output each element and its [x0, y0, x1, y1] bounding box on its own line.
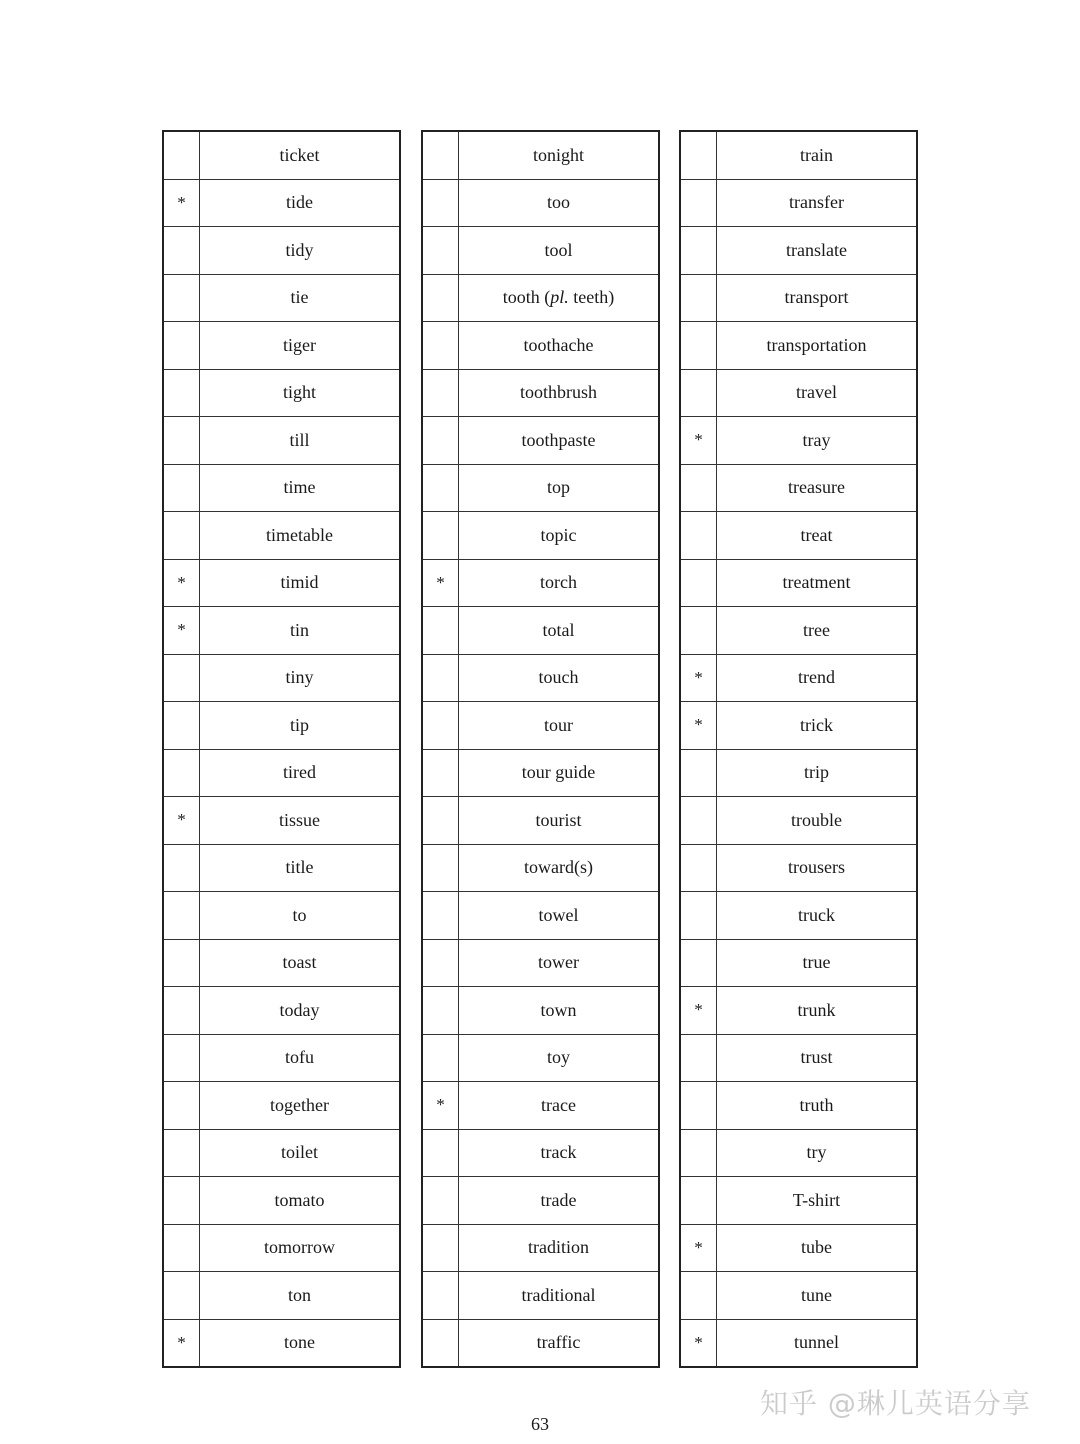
asterisk-marker [680, 464, 717, 512]
asterisk-marker: * [680, 1319, 717, 1367]
vocabulary-word: time [200, 464, 401, 512]
asterisk-marker [422, 464, 459, 512]
table-row [422, 607, 659, 655]
table-row [163, 179, 400, 227]
asterisk-marker [422, 369, 459, 417]
asterisk-marker [680, 607, 717, 655]
table-row [422, 1177, 659, 1225]
asterisk-marker: * [680, 654, 717, 702]
asterisk-marker [163, 749, 200, 797]
vocabulary-word: together [200, 1082, 401, 1130]
table-row [680, 1319, 917, 1367]
table-row [680, 1224, 917, 1272]
asterisk-marker [422, 607, 459, 655]
asterisk-marker [163, 512, 200, 560]
table-row [422, 1224, 659, 1272]
asterisk-marker: * [680, 417, 717, 465]
asterisk-marker [680, 559, 717, 607]
table-row [680, 1129, 917, 1177]
vocabulary-word: top [459, 464, 660, 512]
table-row [163, 939, 400, 987]
vocabulary-word: title [200, 844, 401, 892]
asterisk-marker: * [680, 1224, 717, 1272]
asterisk-marker [422, 512, 459, 560]
table-row [422, 1129, 659, 1177]
table-row [422, 179, 659, 227]
table-row [680, 417, 917, 465]
vocabulary-word: tower [459, 939, 660, 987]
asterisk-marker: * [163, 179, 200, 227]
table-row [680, 749, 917, 797]
vocabulary-word: trust [717, 1034, 918, 1082]
asterisk-marker: * [422, 1082, 459, 1130]
table-row [680, 939, 917, 987]
asterisk-marker [422, 1319, 459, 1367]
table-row [163, 1319, 400, 1367]
table-row [163, 512, 400, 560]
asterisk-marker [680, 227, 717, 275]
table-row [163, 654, 400, 702]
vocabulary-word: toothpaste [459, 417, 660, 465]
table-row [163, 1129, 400, 1177]
vocabulary-word: trade [459, 1177, 660, 1225]
vocabulary-word: truth [717, 1082, 918, 1130]
table-row [680, 844, 917, 892]
table-row [422, 559, 659, 607]
vocabulary-word: tight [200, 369, 401, 417]
vocabulary-word: touch [459, 654, 660, 702]
asterisk-marker [422, 417, 459, 465]
table-row [680, 1177, 917, 1225]
asterisk-marker: * [680, 987, 717, 1035]
table-row [163, 227, 400, 275]
vocabulary-word: tidy [200, 227, 401, 275]
table-row [163, 607, 400, 655]
vocabulary-word: transportation [717, 322, 918, 370]
table-row [680, 464, 917, 512]
vocabulary-word: treasure [717, 464, 918, 512]
table-row [422, 1034, 659, 1082]
asterisk-marker [680, 1034, 717, 1082]
vocabulary-word: train [717, 131, 918, 179]
asterisk-marker [422, 1129, 459, 1177]
table-row [422, 1272, 659, 1320]
vocabulary-word: tide [200, 179, 401, 227]
asterisk-marker [422, 1034, 459, 1082]
asterisk-marker [680, 1272, 717, 1320]
vocabulary-word: tooth [502, 287, 540, 308]
table-row [680, 227, 917, 275]
word-table-column-2 [421, 130, 660, 1368]
asterisk-marker [680, 1082, 717, 1130]
vocabulary-word: tissue [200, 797, 401, 845]
table-row [680, 607, 917, 655]
vocabulary-word: too [459, 179, 660, 227]
table-row [163, 797, 400, 845]
asterisk-marker: * [163, 607, 200, 655]
vocabulary-word: toothbrush [459, 369, 660, 417]
vocabulary-word: translate [717, 227, 918, 275]
vocabulary-word: toothache [459, 322, 660, 370]
table-row [680, 131, 917, 179]
table-row [680, 559, 917, 607]
table-row [163, 844, 400, 892]
vocabulary-word: tool [459, 227, 660, 275]
vocabulary-word: toy [459, 1034, 660, 1082]
asterisk-marker [163, 702, 200, 750]
table-row [422, 892, 659, 940]
table-row [680, 654, 917, 702]
vocabulary-word: traffic [459, 1319, 660, 1367]
asterisk-marker [163, 1177, 200, 1225]
asterisk-marker [422, 749, 459, 797]
table-row [422, 749, 659, 797]
asterisk-marker [422, 1272, 459, 1320]
table-row [680, 274, 917, 322]
table-row [163, 702, 400, 750]
asterisk-marker [163, 369, 200, 417]
table-row [680, 512, 917, 560]
vocabulary-word: tin [200, 607, 401, 655]
table-row [422, 417, 659, 465]
asterisk-marker [680, 1129, 717, 1177]
asterisk-marker [680, 797, 717, 845]
vocabulary-word: trousers [717, 844, 918, 892]
asterisk-marker [163, 987, 200, 1035]
table-row [163, 987, 400, 1035]
table-row [422, 654, 659, 702]
asterisk-marker [422, 939, 459, 987]
asterisk-marker: * [163, 797, 200, 845]
vocabulary-word: till [200, 417, 401, 465]
asterisk-marker [680, 939, 717, 987]
asterisk-marker [680, 512, 717, 560]
asterisk-marker [680, 322, 717, 370]
asterisk-marker [163, 939, 200, 987]
table-row [422, 702, 659, 750]
table-row [163, 274, 400, 322]
table-row [163, 369, 400, 417]
vocabulary-word: tradition [459, 1224, 660, 1272]
vocabulary-word: travel [717, 369, 918, 417]
vocabulary-word: tiger [200, 322, 401, 370]
table-row [422, 1082, 659, 1130]
table-row [422, 322, 659, 370]
asterisk-marker [422, 322, 459, 370]
asterisk-marker [163, 131, 200, 179]
asterisk-marker [680, 749, 717, 797]
vocabulary-word: tip [200, 702, 401, 750]
table-row [163, 131, 400, 179]
vocabulary-word: total [459, 607, 660, 655]
asterisk-marker [163, 844, 200, 892]
asterisk-marker [680, 844, 717, 892]
asterisk-marker [163, 1034, 200, 1082]
asterisk-marker: * [163, 559, 200, 607]
table-row [422, 369, 659, 417]
vocabulary-word: T-shirt [717, 1177, 918, 1225]
vocabulary-word: track [459, 1129, 660, 1177]
plural-form: teeth [568, 287, 609, 308]
vocabulary-word: trunk [717, 987, 918, 1035]
table-row [422, 1319, 659, 1367]
asterisk-marker [163, 274, 200, 322]
asterisk-marker [680, 892, 717, 940]
vocabulary-word: to [200, 892, 401, 940]
table-row [680, 1034, 917, 1082]
vocabulary-word: topic [459, 512, 660, 560]
table-row [680, 702, 917, 750]
table-row [422, 274, 659, 322]
table-row [163, 559, 400, 607]
vocabulary-word: truck [717, 892, 918, 940]
asterisk-marker [680, 369, 717, 417]
asterisk-marker [163, 1272, 200, 1320]
table-row [680, 369, 917, 417]
table-row [163, 1082, 400, 1130]
vocabulary-word: tunnel [717, 1319, 918, 1367]
table-row [680, 1272, 917, 1320]
vocabulary-word: tonight [459, 131, 660, 179]
vocabulary-word: tour [459, 702, 660, 750]
asterisk-marker [163, 1082, 200, 1130]
asterisk-marker: * [163, 1319, 200, 1367]
table-row [680, 179, 917, 227]
vocabulary-word: tube [717, 1224, 918, 1272]
asterisk-marker [163, 464, 200, 512]
vocabulary-word: torch [459, 559, 660, 607]
vocabulary-word: towel [459, 892, 660, 940]
asterisk-marker [680, 179, 717, 227]
vocabulary-word: tune [717, 1272, 918, 1320]
asterisk-marker [422, 179, 459, 227]
asterisk-marker [163, 1224, 200, 1272]
vocabulary-word: transfer [717, 179, 918, 227]
vocabulary-word: today [200, 987, 401, 1035]
asterisk-marker [422, 274, 459, 322]
table-row [163, 464, 400, 512]
table-row [163, 417, 400, 465]
asterisk-marker [163, 1129, 200, 1177]
vocabulary-word-with-note: tooth (pl. teeth) [459, 274, 660, 322]
table-row [680, 987, 917, 1035]
asterisk-marker [163, 322, 200, 370]
table-row [163, 1224, 400, 1272]
vocabulary-word: toast [200, 939, 401, 987]
asterisk-marker [680, 274, 717, 322]
table-row [422, 987, 659, 1035]
asterisk-marker [422, 654, 459, 702]
vocabulary-word: trace [459, 1082, 660, 1130]
asterisk-marker [163, 654, 200, 702]
table-row [163, 749, 400, 797]
vocabulary-word: transport [717, 274, 918, 322]
table-row [163, 1177, 400, 1225]
vocabulary-word: treatment [717, 559, 918, 607]
table-row [680, 892, 917, 940]
vocabulary-word: trip [717, 749, 918, 797]
asterisk-marker: * [422, 559, 459, 607]
table-row [680, 1082, 917, 1130]
vocabulary-word: trick [717, 702, 918, 750]
table-row [422, 464, 659, 512]
word-table-column-1 [162, 130, 401, 1368]
asterisk-marker [422, 987, 459, 1035]
table-row [422, 227, 659, 275]
asterisk-marker [680, 131, 717, 179]
asterisk-marker [422, 131, 459, 179]
table-row [422, 512, 659, 560]
vocabulary-word: trouble [717, 797, 918, 845]
vocabulary-word: ton [200, 1272, 401, 1320]
table-row [680, 797, 917, 845]
asterisk-marker [422, 1177, 459, 1225]
vocabulary-word: tired [200, 749, 401, 797]
vocabulary-word: tiny [200, 654, 401, 702]
asterisk-marker: * [680, 702, 717, 750]
vocabulary-word: tomorrow [200, 1224, 401, 1272]
table-row [422, 131, 659, 179]
vocabulary-word: try [717, 1129, 918, 1177]
vocabulary-word: treat [717, 512, 918, 560]
watermark: 知乎 @琳儿英语分享 [760, 1387, 1031, 1420]
asterisk-marker [163, 892, 200, 940]
vocabulary-word: traditional [459, 1272, 660, 1320]
asterisk-marker [163, 227, 200, 275]
table-row [163, 1272, 400, 1320]
vocabulary-word: timetable [200, 512, 401, 560]
table-row [422, 797, 659, 845]
vocabulary-word: tie [200, 274, 401, 322]
asterisk-marker [422, 1224, 459, 1272]
vocabulary-word: tomato [200, 1177, 401, 1225]
vocabulary-word: true [717, 939, 918, 987]
vocabulary-word: trend [717, 654, 918, 702]
asterisk-marker [163, 417, 200, 465]
table-row [422, 844, 659, 892]
table-row [422, 939, 659, 987]
vocabulary-word: tofu [200, 1034, 401, 1082]
vocabulary-word: tour guide [459, 749, 660, 797]
asterisk-marker [422, 797, 459, 845]
table-row [163, 322, 400, 370]
asterisk-marker [422, 892, 459, 940]
table-row [680, 322, 917, 370]
vocabulary-word: tourist [459, 797, 660, 845]
table-row [163, 1034, 400, 1082]
vocabulary-word: timid [200, 559, 401, 607]
vocabulary-word: tree [717, 607, 918, 655]
vocabulary-word: tray [717, 417, 918, 465]
asterisk-marker [680, 1177, 717, 1225]
vocabulary-word: toward(s) [459, 844, 660, 892]
asterisk-marker [422, 844, 459, 892]
plural-abbrev: pl. [550, 287, 569, 308]
asterisk-marker [422, 227, 459, 275]
asterisk-marker [422, 702, 459, 750]
word-table-column-3 [679, 130, 918, 1368]
vocabulary-word: ticket [200, 131, 401, 179]
vocabulary-word: town [459, 987, 660, 1035]
vocabulary-word: tone [200, 1319, 401, 1367]
page-number: 63 [531, 1414, 549, 1434]
vocabulary-word: toilet [200, 1129, 401, 1177]
table-row [163, 892, 400, 940]
